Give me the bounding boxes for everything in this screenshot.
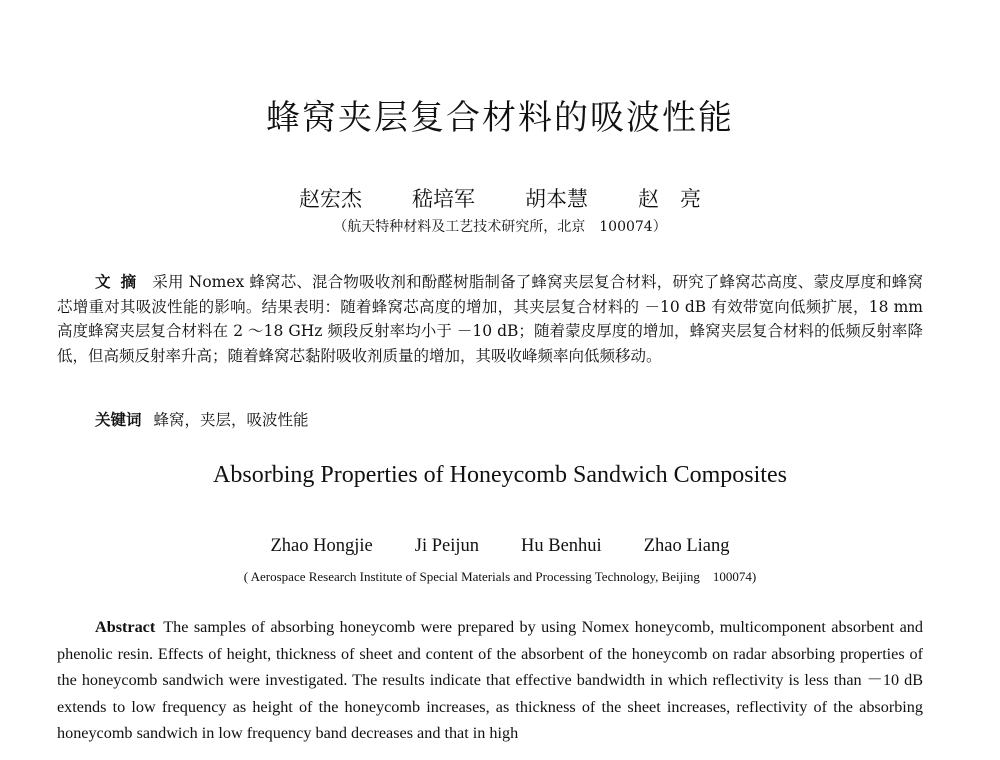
authors-chinese: [0, 183, 1000, 213]
abstract-chinese: [57, 270, 923, 368]
keywords-cn-text: 蜂窝，夹层，吸波性能: [153, 411, 309, 429]
author-cn-1: 赵宏杰: [299, 187, 362, 211]
abstract-english: [57, 614, 923, 747]
author-cn-3: 胡本慧: [525, 187, 588, 211]
author-cn-2: 嵇培军: [412, 187, 475, 211]
abstract-cn-text: 采用 Nomex 蜂窝芯、混合物吸收剂和酚醛树脂制备了蜂窝夹层复合材料，研究了蜂窝芯高度、蒙皮厚度和蜂窝芯增重对其吸波性能的影响。结果表明：随着蜂窝芯高度的增加，其夹层复合材料的 －10 dB 有效带宽向低频扩展，18 mm 高度蜂窝夹层复合材料在 2 ～18 GHz 频段反射率均小于 －10 dB；随着蒙皮厚度的增加，蜂窝夹层复合材料的低频反射率降低，但高频反射率升高；随着蜂窝芯黏附吸收剂质量的增加，其吸收峰频率向低频移动。: [57, 273, 923, 365]
author-cn-4: 赵 亮: [638, 187, 701, 211]
authors-english: [0, 536, 1000, 557]
author-en-4: Zhao Liang: [643, 536, 730, 556]
affiliation-english: ( Aerospace Research Institute of Special Materials and Processing Technology, Beijing 100074): [243, 569, 757, 584]
title-chinese: 蜂窝夹层复合材料的吸波性能: [266, 98, 734, 138]
keywords-chinese: [95, 408, 309, 430]
title-english: Absorbing Properties of Honeycomb Sandwich Composites: [213, 462, 787, 488]
abstract-cn-label: 文摘: [95, 272, 147, 291]
abstract-en-label: Abstract: [95, 618, 156, 636]
author-en-3: Hu Benhui: [521, 536, 602, 556]
abstract-en-text: The samples of absorbing honeycomb were prepared by using Nomex honeycomb, multicomponent absorbent and phenolic resin. Effects of height, thickness of sheet and content of the absorbent of the honeycomb on radar absorbing properties of the honeycomb sandwich were investigated. The results indicate that effective bandwidth in which reflectivity is less than －10 dB extends to low frequency as height of the honeycomb increases, as thickness of the sheet increases, reflectivity of the absorbing honeycomb sandwich in low frequency band decreases and that in high: [57, 618, 923, 742]
author-en-1: Zhao Hongjie: [270, 536, 373, 556]
keywords-cn-label: 关键词: [95, 410, 142, 429]
affiliation-chinese: （航天特种材料及工艺技术研究所，北京 100074）: [333, 219, 667, 235]
author-en-2: Ji Peijun: [414, 536, 479, 556]
